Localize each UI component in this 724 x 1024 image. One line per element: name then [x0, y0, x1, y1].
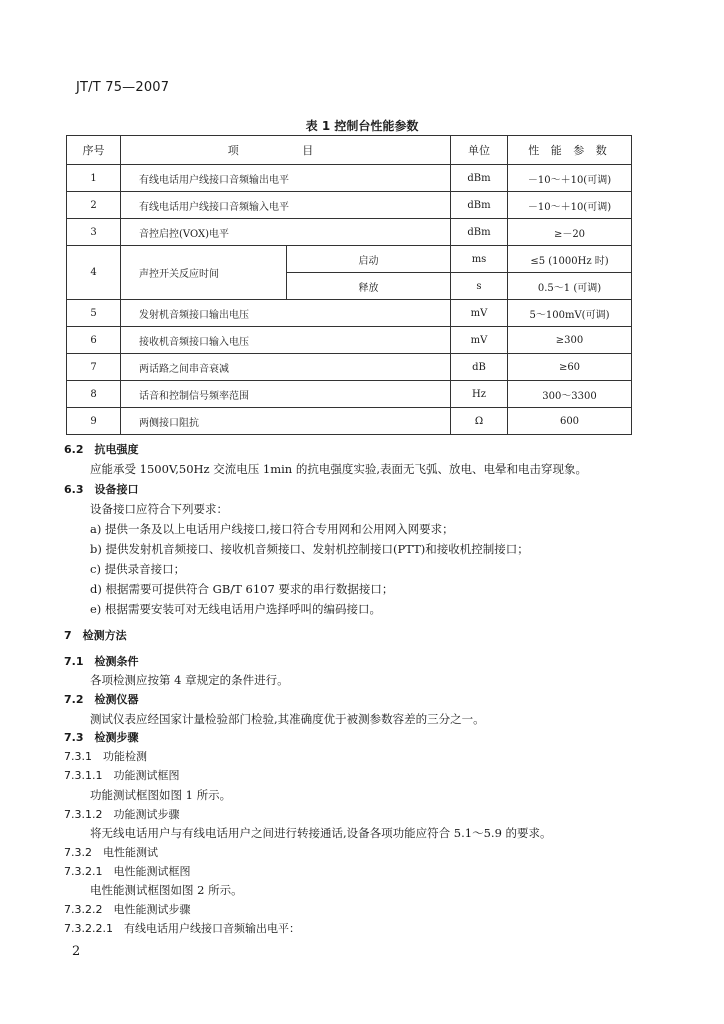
row-subitem: 启动 [287, 246, 451, 273]
row-value: 600 [508, 408, 632, 435]
section-6-3-heading: 6.3 设备接口 [64, 483, 139, 496]
page-number: 2 [72, 944, 81, 959]
row-item: 接收机音频接口输入电压 [121, 327, 451, 354]
row-unit: s [451, 273, 508, 300]
section-7-3-heading: 7.3 检测步骤 [64, 731, 139, 744]
list-item: a) 提供一条及以上电话用户线接口,接口符合专用网和公用网入网要求； [90, 522, 454, 536]
header-unit: 单位 [451, 136, 508, 165]
row-value: ≥－20 [508, 219, 632, 246]
row-subitem: 释放 [287, 273, 451, 300]
row-item: 有线电话用户线接口音频输出电平 [121, 165, 451, 192]
row-value: 300～3300 [508, 381, 632, 408]
section-7-1-heading: 7.1 检测条件 [64, 655, 139, 668]
table-row [67, 219, 632, 246]
performance-table [66, 135, 632, 435]
section-7-3-2-1-text: 电性能测试框图如图 2 所示。 [90, 883, 243, 897]
row-unit: mV [451, 327, 508, 354]
row-index: 2 [67, 192, 121, 219]
table-row [67, 327, 632, 354]
table-caption: 表 1 控制台性能参数 [305, 119, 419, 133]
section-7-3-1-2-heading: 7.3.1.2 功能测试步骤 [64, 808, 180, 821]
row-unit: dB [451, 354, 508, 381]
row-item: 音控启控(VOX)电平 [121, 219, 451, 246]
row-index: 4 [67, 246, 121, 300]
section-6-2-text: 应能承受 1500V,50Hz 交流电压 1min 的抗电强度实验,表面无飞弧、放电、电晕和电击穿现象。 [90, 462, 588, 476]
section-6-3-intro: 设备接口应符合下列要求： [90, 502, 228, 516]
row-index: 1 [67, 165, 121, 192]
row-item: 有线电话用户线接口音频输入电平 [121, 192, 451, 219]
section-7-3-2-2-heading: 7.3.2.2 电性能测试步骤 [64, 903, 191, 916]
row-value: －10～＋10(可调) [508, 165, 632, 192]
list-item: c) 提供录音接口； [90, 562, 186, 576]
row-value: 5～100mV(可调) [508, 300, 632, 327]
row-index: 8 [67, 381, 121, 408]
section-7-3-1-1-heading: 7.3.1.1 功能测试框图 [64, 769, 180, 782]
row-value: 0.5～1 (可调) [508, 273, 632, 300]
row-item: 话音和控制信号频率范围 [121, 381, 451, 408]
section-6-2-heading: 6.2 抗电强度 [64, 443, 139, 456]
row-unit: mV [451, 300, 508, 327]
row-unit: dBm [451, 219, 508, 246]
section-7-2-heading: 7.2 检测仪器 [64, 693, 139, 706]
row-item: 声控开关反应时间 [121, 246, 287, 300]
row-index: 3 [67, 219, 121, 246]
row-unit: Ω [451, 408, 508, 435]
table-header-row [67, 136, 632, 165]
row-value: ≥60 [508, 354, 632, 381]
row-index: 9 [67, 408, 121, 435]
row-unit: dBm [451, 192, 508, 219]
row-item: 发射机音频接口输出电压 [121, 300, 451, 327]
row-index: 6 [67, 327, 121, 354]
section-7-3-1-2-text: 将无线电话用户与有线电话用户之间进行转接通话,设备各项功能应符合 5.1～5.9 的要求。 [90, 826, 552, 840]
row-index: 7 [67, 354, 121, 381]
row-value: －10～＋10(可调) [508, 192, 632, 219]
table-row [67, 246, 632, 273]
table-row [67, 408, 632, 435]
standard-code: JT/T 75—2007 [76, 80, 170, 95]
header-item: 项 目 [121, 136, 451, 165]
table-row [67, 192, 632, 219]
section-7-heading: 7 检测方法 [64, 629, 127, 642]
row-unit: ms [451, 246, 508, 273]
row-unit: Hz [451, 381, 508, 408]
row-value: ≤5 (1000Hz 时) [508, 246, 632, 273]
row-index: 5 [67, 300, 121, 327]
section-7-3-1-1-text: 功能测试框图如图 1 所示。 [90, 788, 232, 802]
section-7-3-2-heading: 7.3.2 电性能测试 [64, 846, 158, 859]
header-performance: 性 能 参 数 [508, 136, 632, 165]
list-item: e) 根据需要安装可对无线电话用户选择呼叫的编码接口。 [90, 602, 381, 616]
table-row [67, 165, 632, 192]
row-value: ≥300 [508, 327, 632, 354]
section-7-1-text: 各项检测应按第 4 章规定的条件进行。 [90, 673, 289, 687]
section-7-2-text: 测试仪表应经国家计量检验部门检验,其准确度优于被测参数容差的三分之一。 [90, 712, 485, 726]
table-row [67, 354, 632, 381]
section-7-3-2-1-heading: 7.3.2.1 电性能测试框图 [64, 865, 191, 878]
row-unit: dBm [451, 165, 508, 192]
list-item: b) 提供发射机音频接口、接收机音频接口、发射机控制接口(PTT)和接收机控制接口； [90, 542, 529, 556]
list-item: d) 根据需要可提供符合 GB/T 6107 要求的串行数据接口； [90, 582, 394, 596]
row-item: 两侧接口阻抗 [121, 408, 451, 435]
section-7-3-1-heading: 7.3.1 功能检测 [64, 750, 147, 763]
header-index: 序号 [67, 136, 121, 165]
table-row [67, 381, 632, 408]
row-item: 两话路之间串音衰减 [121, 354, 451, 381]
table-row [67, 300, 632, 327]
section-7-3-2-2-1-heading: 7.3.2.2.1 有线电话用户线接口音频输出电平： [64, 922, 300, 935]
